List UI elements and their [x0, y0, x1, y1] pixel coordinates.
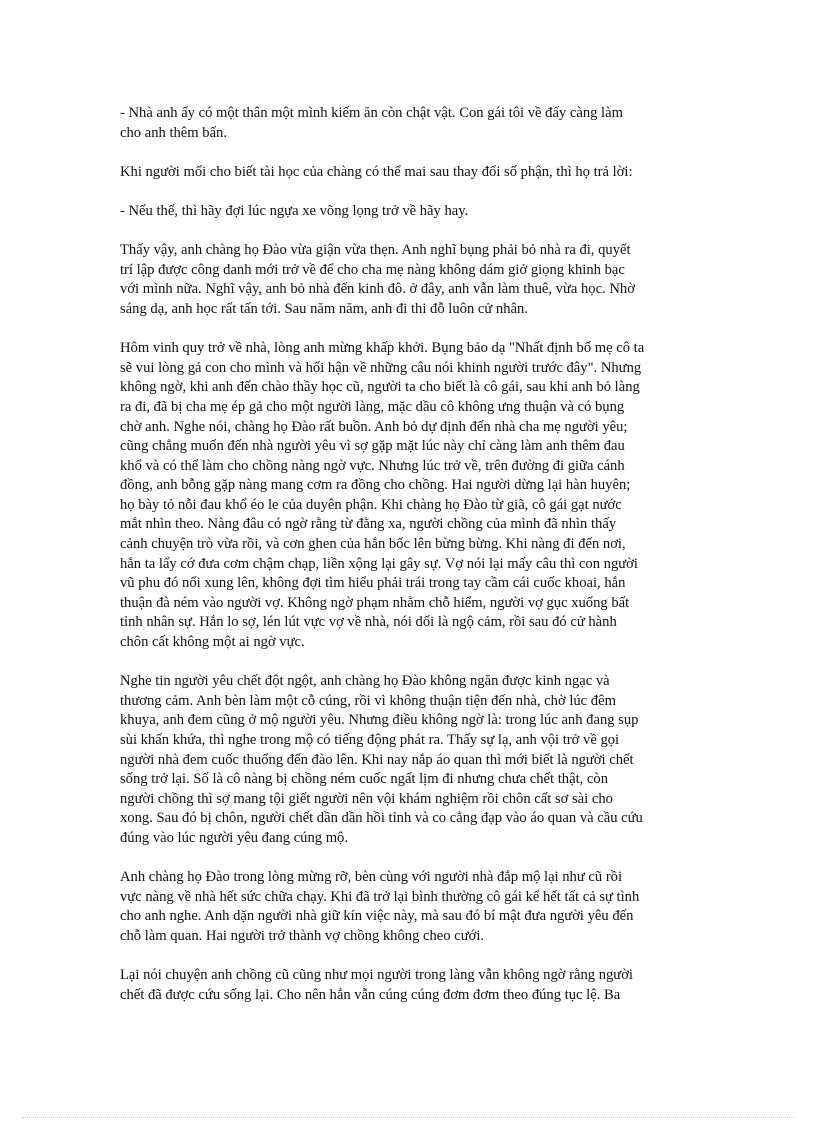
text-line: sống trở lại. Số là cô nàng bị chồng ném cuốc ngất lịm đi nhưng chưa chết thật, còn [120, 771, 608, 788]
text-line: Anh chàng họ Đào trong lòng mừng rỡ, bèn cùng với người nhà đắp mộ lại như cũ rồi [120, 869, 623, 886]
text-line: đúng vào lúc người yêu đang cúng mộ. [120, 829, 349, 846]
paragraph [120, 672, 700, 848]
text-line: - Nếu thế, thì hãy đợi lúc ngựa xe võng lọng trở về hãy hay. [120, 202, 469, 219]
text-line: cho anh thêm bẩn. [120, 124, 227, 141]
text-line: với mình nữa. Nghĩ vậy, anh bỏ nhà đến kinh đô. ở đây, anh vẫn làm thuê, vừa học. Nhờ [120, 281, 635, 298]
text-line: người chồng thì sợ mang tội giết người nên vội khám nghiệm rồi chôn cất sơ sài cho [120, 790, 613, 807]
text-line: vực nàng về nhà hết sức chữa chạy. Khi đã trở lại bình thường cô gái kể hết tất cả sự tình [120, 888, 640, 905]
text-line: chôn cất không một ai ngờ vực. [120, 634, 305, 651]
text-line: đồng, anh bỗng gặp nàng mang cơm ra đồng cho chồng. Hai người dừng lại hàn huyên; [120, 477, 631, 494]
text-line: cho anh nghe. Anh dặn người nhà giữ kín việc này, mà sau đó bí mật đưa người yêu đến [120, 908, 634, 925]
body-text [120, 104, 700, 1025]
text-line: người nhà đem cuốc thuổng đến đào lên. Khi nay nắp áo quan thì mới biết là người chết [120, 751, 634, 768]
text-line: Hôm vinh quy trở về nhà, lòng anh mừng khấp khởi. Bụng bảo dạ "Nhất định bố mẹ cô ta [120, 340, 645, 357]
paragraph [120, 339, 700, 653]
text-line: tỉnh nhân sự. Hắn lo sợ, lén lút vực vợ về nhà, nói dối là ngộ cảm, rồi sau đó cử hành [120, 614, 617, 631]
text-line: trí lập được công danh mới trở về để cho cha mẹ nàng không dám giở giọng khinh bạc [120, 261, 625, 278]
text-line: sùi khấn khứa, thì nghe trong mộ có tiếng động phát ra. Thấy sự lạ, anh vội trở về gọi [120, 732, 620, 748]
text-line: Lại nói chuyện anh chồng cũ cũng như mọi người trong làng vẫn không ngờ rằng người [120, 967, 633, 984]
text-line: khổ và có thể làm cho chồng nàng ngờ vực. Nhưng lúc trở về, trên đường đi giữa cánh [120, 457, 625, 474]
paragraph [120, 241, 700, 319]
page-bottom-rule [22, 1117, 794, 1118]
paragraph [120, 966, 700, 1005]
paragraph [120, 163, 700, 183]
text-line: khuya, anh đem cũng ở mộ người yêu. Nhưng điều không ngờ là: trong lúc anh đang sụp [120, 712, 639, 729]
text-line: chỗ làm quan. Hai người trở thành vợ chồng không cheo cưới. [120, 927, 485, 944]
text-line: hắn ta lấy cớ đưa cơm chậm chạp, liền xộng lại gây sự. Vợ nói lại mấy câu thì con người [120, 555, 638, 572]
text-line: Thấy vậy, anh chàng họ Đào vừa giận vừa thẹn. Anh nghĩ bụng phải bỏ nhà ra đi, quyết [120, 242, 631, 259]
paragraph [120, 104, 700, 143]
text-line: vũ phu đó nổi xung lên, không đợi tìm hiểu phải trái trong tay cầm cái cuốc khoai, hắn [120, 575, 626, 592]
text-line: chờ anh. Nghe nói, chàng họ Đào rất buồn. Anh bỏ dự định đến nhà cha mẹ người yêu; [120, 418, 628, 435]
text-line: không ngờ, khi anh đến chào thầy học cũ, người ta cho biết là cô gái, sau khi anh bỏ làng [120, 379, 640, 396]
paragraph [120, 202, 700, 222]
text-line: - Nhà anh ấy có một thân một mình kiếm ăn còn chật vật. Con gái tôi về đấy càng làm [120, 105, 623, 121]
text-line: thương cảm. Anh bèn làm một cỗ cúng, rồi vì không thuận tiện đến nhà, chờ lúc đêm [120, 692, 616, 709]
text-line: cảnh chuyện trò vừa rồi, và cơn ghen của hắn bốc lên bừng bừng. Khi nàng đi đến nơi, [120, 536, 626, 553]
text-line: họ bày tỏ nỗi đau khổ éo le của duyên phận. Khi chàng họ Đào từ giã, cô gái gạt nước [120, 496, 622, 513]
text-line: chết đã được cứu sống lại. Cho nên hắn vẫn cúng cúng đơm đơm theo đúng tục lệ. Ba [120, 986, 621, 1003]
text-line: mắt nhìn theo. Nàng đâu có ngờ rằng từ đằng xa, người chồng của mình đã nhìn thấy [120, 516, 617, 533]
paragraph [120, 868, 700, 946]
text-line: cũng chẳng muốn đến nhà người yêu vì sợ gặp mặt lúc này chỉ càng làm anh thêm đau [120, 438, 625, 455]
text-line: xong. Sau đó bị chôn, người chết dần dần hồi tỉnh và co cẳng đạp vào áo quan và cầu cứu [120, 810, 643, 827]
text-line: Khi người mối cho biết tài học của chàng có thể mai sau thay đổi số phận, thì họ trả lời: [120, 163, 633, 180]
text-line: thuận đà ném vào người vợ. Không ngờ phạm nhằm chỗ hiểm, người vợ gục xuống bất [120, 594, 630, 611]
text-line: Nghe tin người yêu chết đột ngột, anh chàng họ Đào không ngăn được kinh ngạc và [120, 673, 610, 690]
text-line: sẽ vui lòng gả con cho mình và hối hận về những câu nói khinh người trước đây". Nhưng [120, 359, 642, 376]
text-line: ra đi, đã bị cha mẹ ép gả cho một người làng, mặc dầu cô không ưng thuận và có bụng [120, 398, 625, 415]
text-line: sáng dạ, anh học rất tấn tới. Sau năm năm, anh đi thi đỗ luôn cử nhân. [120, 300, 528, 317]
